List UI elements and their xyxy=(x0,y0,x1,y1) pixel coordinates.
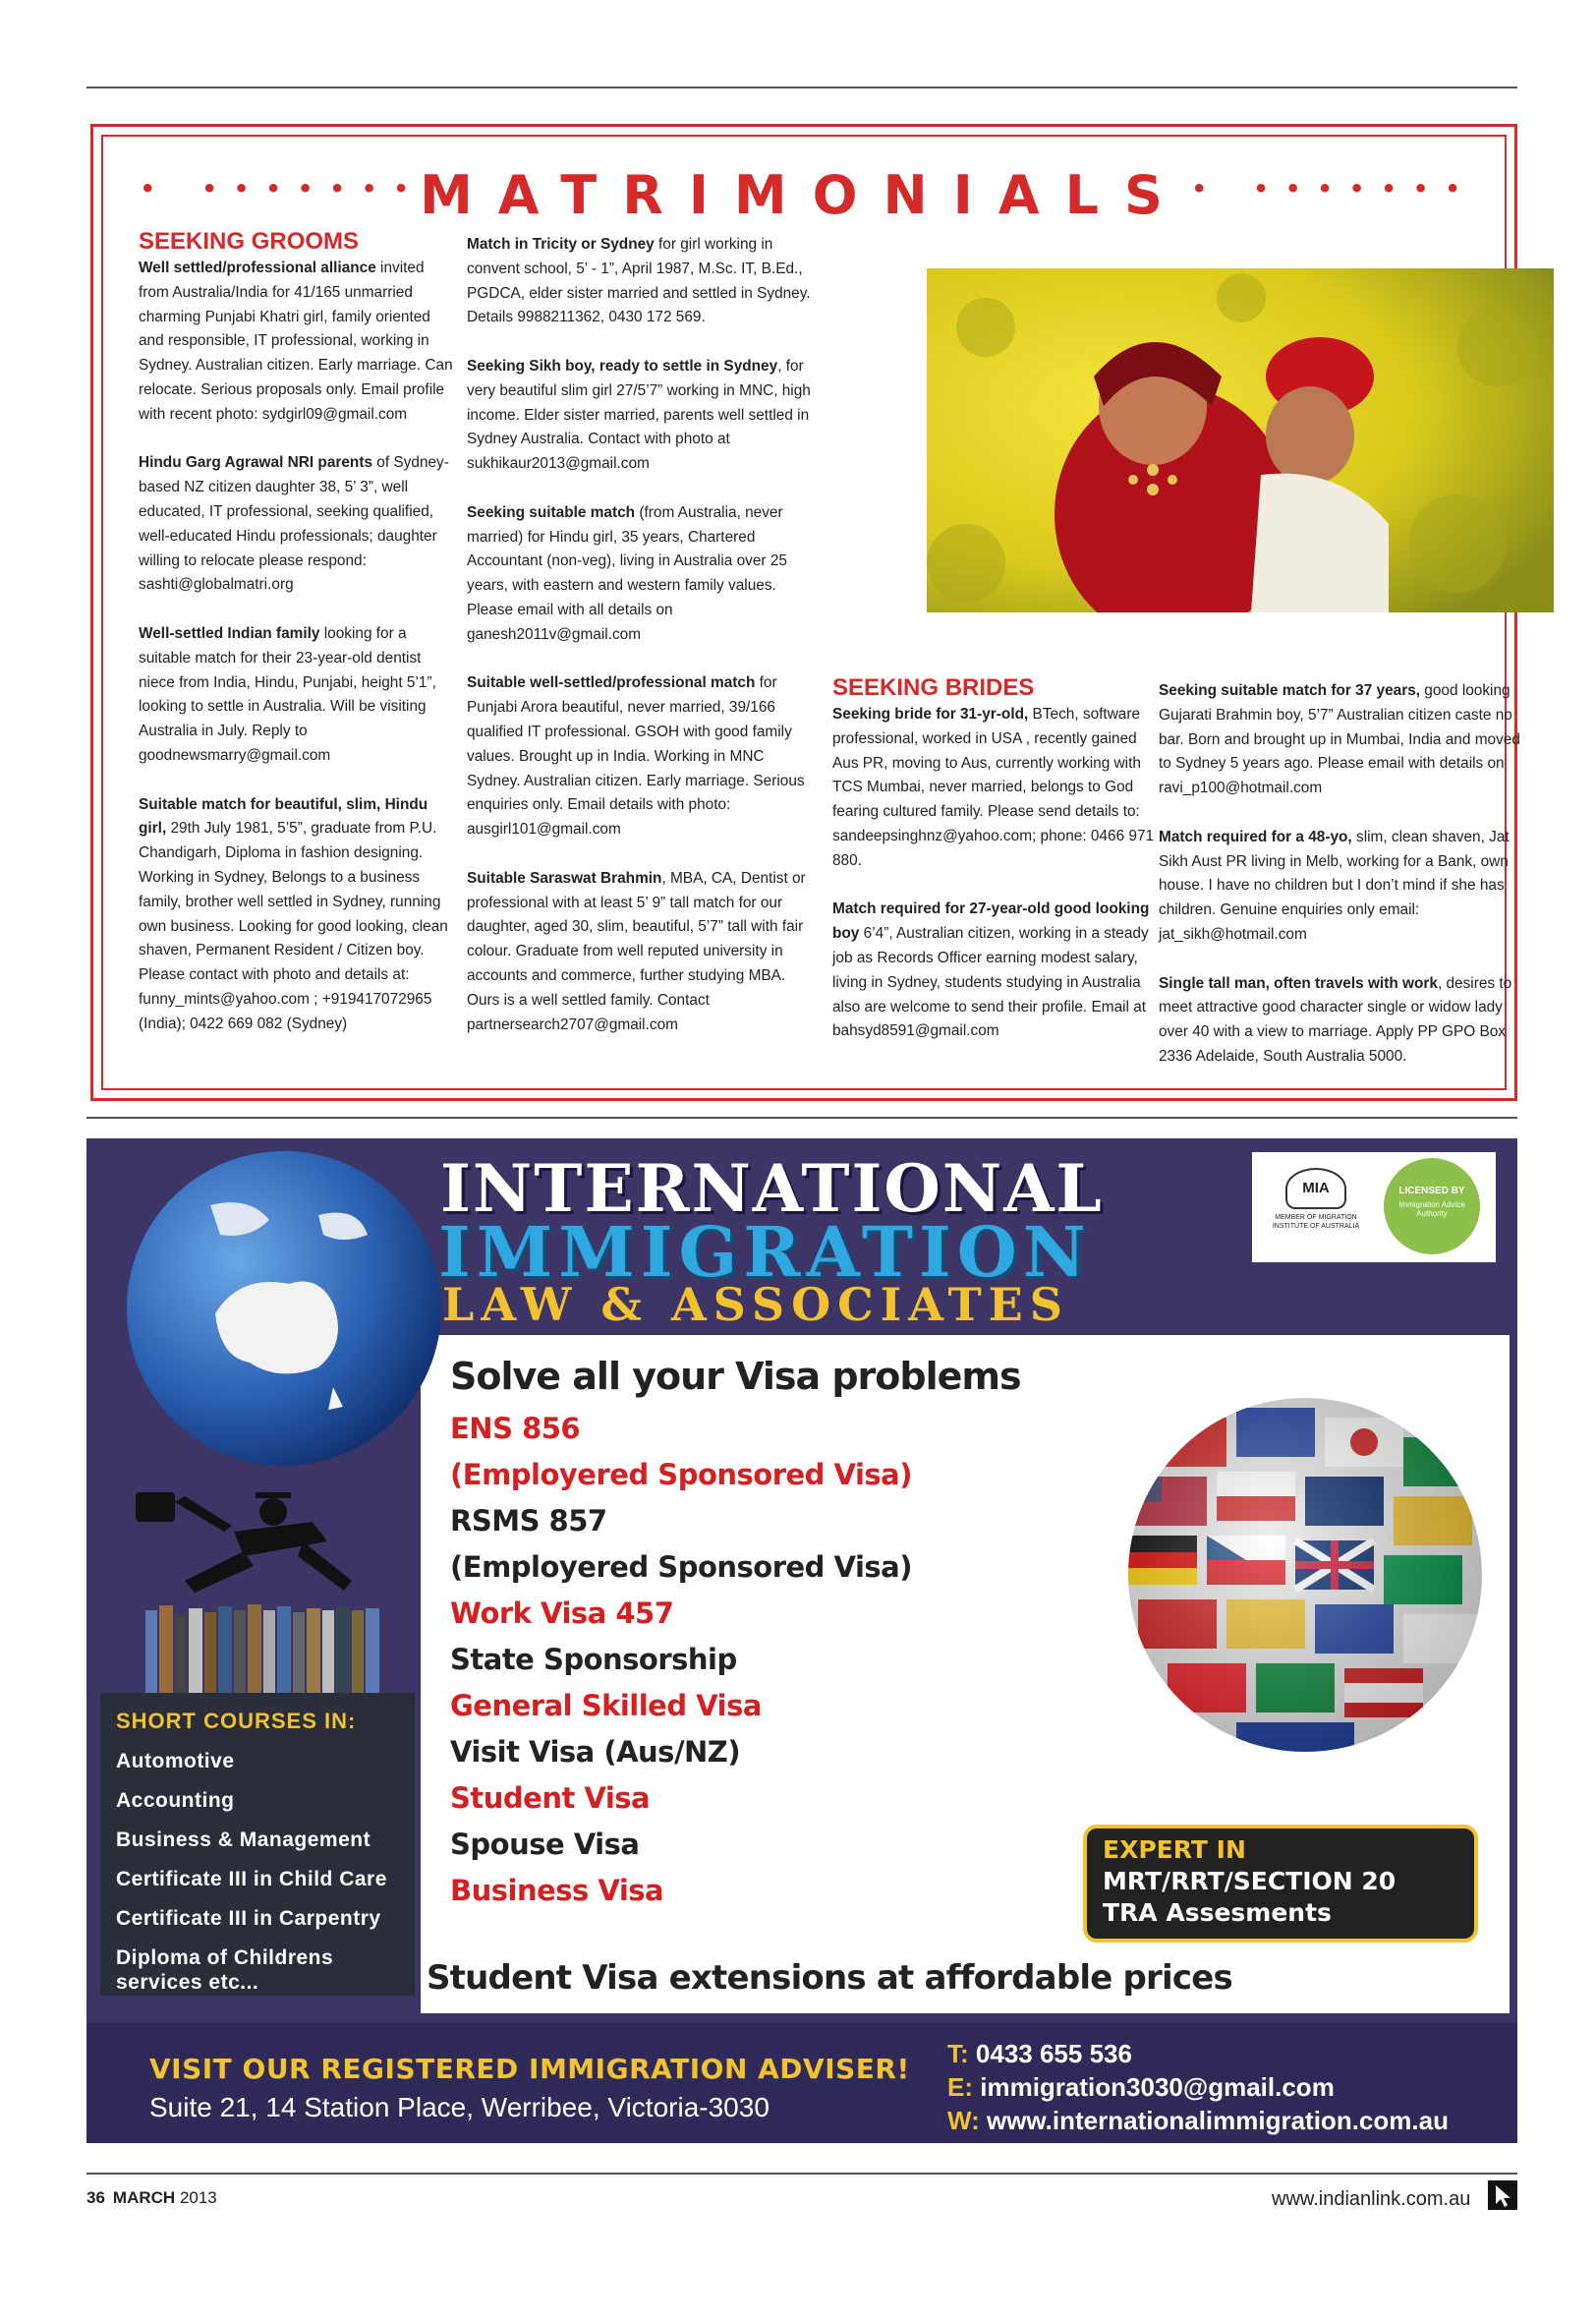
licensed-badge: LICENSED BY Immigration Advice Authority xyxy=(1384,1158,1480,1254)
classified-ad: Suitable Saraswat Brahmin, MBA, CA, Dentist or professional with at least 5’ 9” tall match for our daughter, aged 30, slim, beautiful, 5’7” tall with fair colour. Graduate from well reputed university in accounts and commerce, further studying MBA. Ours is a well settled family. Contact partnersearch2707@gmail.com xyxy=(467,869,806,1033)
ad-tagline: Student Visa extensions at affordable prices xyxy=(427,1958,1232,1998)
wedding-couple-photo xyxy=(927,268,1554,612)
flag-globe-icon xyxy=(1109,1378,1502,1771)
classified-ad: Well-settled Indian family looking for a suitable match for their 23-year-old dentist niece from India, Hindu, Punjabi, height 5’1”, looking to settle in Australia. Will be visiting Australia in July. Reply to goodnewsmarry@gmail.com xyxy=(139,624,436,764)
classified-ad: Single tall man, often travels with work, desires to meet attractive good character single or widow lady over 40 with a view to marriage. Apply PP GPO Box 2336 Adelaide, South Australia 5000. xyxy=(1159,974,1512,1065)
email-link[interactable]: immigration3030@gmail.com xyxy=(980,2072,1335,2102)
course-item: services etc... xyxy=(116,1971,259,1994)
column-4 xyxy=(1159,679,1522,1094)
expert-heading: EXPERT IN xyxy=(1103,1835,1246,1864)
matrimonials-banner xyxy=(103,164,1505,226)
course-list xyxy=(100,1742,415,1996)
classified-ad: Suitable match for beautiful, slim, Hindu girl, 29th July 1981, 5’5”, graduate from P.U. Chandigarh, Diploma in fashion designing. Working in Sydney, Belongs to a business family, brother well settled in Sydney, running own business. Looking for good looking, clean shaven, Permanent Resident / Citizen boy. Please contact with photo and details at: funny_mints@yahoo.com ; +919417072965 (India); 0422 669 082 (Sydney) xyxy=(139,795,448,1032)
matrimonials-inner-border xyxy=(101,135,1520,1090)
cursor-logo-icon xyxy=(1488,2180,1517,2210)
visa-headline: Solve all your Visa problems xyxy=(450,1355,1021,1398)
ad-address: Suite 21, 14 Station Place, Werribee, Victoria-3030 xyxy=(149,2092,770,2122)
globe-australia-icon xyxy=(122,1146,446,1471)
course-item: Certificate III in Child Care xyxy=(116,1868,387,1890)
course-item: Certificate III in Carpentry xyxy=(116,1907,381,1930)
ad-title-international: INTERNATIONAL xyxy=(440,1150,1104,1227)
visa-item: Visit Visa (Aus/NZ) xyxy=(450,1735,741,1769)
course-item: Diploma of Childrens xyxy=(116,1946,334,1969)
visa-item: (Employered Sponsored Visa) xyxy=(450,1550,912,1584)
top-rule xyxy=(86,87,1517,88)
column-1 xyxy=(139,227,453,1061)
column-3 xyxy=(832,673,1157,1069)
visa-item: Student Visa xyxy=(450,1781,651,1815)
footer-year: 2013 xyxy=(179,2188,217,2207)
visa-item: State Sponsorship xyxy=(450,1643,737,1676)
expert-line-2: TRA Assesments xyxy=(1103,1898,1332,1927)
visa-item: RSMS 857 xyxy=(450,1504,607,1538)
visit-adviser-text: VISIT OUR REGISTERED IMMIGRATION ADVISER! xyxy=(149,2053,910,2085)
phone-label: T: xyxy=(947,2039,969,2068)
page-number: 36 xyxy=(86,2188,105,2207)
course-item: Automotive xyxy=(116,1750,235,1772)
visa-items xyxy=(450,1406,1021,1914)
visa-item: (Employered Sponsored Visa) xyxy=(450,1458,912,1491)
immigration-advertisement xyxy=(86,1138,1517,2143)
ad-contact-details xyxy=(947,2037,1449,2137)
column-2 xyxy=(467,233,811,1062)
bottom-rule xyxy=(86,2173,1517,2175)
seeking-brides-heading: SEEKING BRIDES xyxy=(832,674,1035,701)
expert-line-1: MRT/RRT/SECTION 20 xyxy=(1103,1867,1396,1895)
mia-badge: MIA MEMBER OF MIGRATION INSTITUTE OF AUSTRALIA xyxy=(1262,1162,1370,1250)
visa-item: General Skilled Visa xyxy=(450,1689,762,1722)
classified-ad: Match required for 27-year-old good looking boy 6’4”, Australian citizen, working in a steady job as Records Officer earning modest salary, living in Sydney, students studying in Australia also are welcome to send their profile. Email at bahsyd8591@gmail.com xyxy=(832,900,1150,1040)
ad-contact-bar xyxy=(86,2023,1517,2143)
ad-title-immigration: IMMIGRATION xyxy=(438,1211,1092,1293)
website-link[interactable]: www.internationalimmigration.com.au xyxy=(986,2106,1449,2135)
matrimonials-section xyxy=(90,124,1520,1101)
email-label: E: xyxy=(947,2072,973,2102)
banner-dots-left: • ••••••• xyxy=(142,172,428,204)
footer-website[interactable]: www.indianlink.com.au xyxy=(1272,2188,1471,2210)
classified-ad: Seeking Sikh boy, ready to settle in Sydney, for very beautiful slim girl 27/5’7” working in MNC, high income. Elder sister married, parents well settled in Sydney Australia. Contact with photo at sukhikaur2013@gmail.com xyxy=(467,357,811,473)
short-courses-heading: SHORT COURSES IN: xyxy=(116,1709,357,1733)
classified-ad: Match required for a 48-yo, slim, clean shaven, Jat Sikh Aust PR living in Melb, working for a Bank, own house. I have no children but I don’t mind if she has children. Genuine enquiries only email: jat_sikh@hotmail.com xyxy=(1159,828,1510,943)
middle-rule xyxy=(86,1117,1517,1119)
banner-dots-right: • ••••••• xyxy=(1194,172,1480,204)
visa-item: Business Visa xyxy=(450,1874,664,1907)
expert-in-box xyxy=(1083,1825,1478,1943)
visa-list xyxy=(450,1355,1021,1914)
graduate-jumping-illustration xyxy=(116,1463,411,1699)
classified-ad: Hindu Garg Agrawal NRI parents of Sydney-based NZ citizen daughter 38, 5’ 3”, well educated, IT professional, seeking qualified, well-educated Hindu professionals; daughter willing to relocate please respond: sashti@globalmatri.org xyxy=(139,454,449,594)
page-footer-left xyxy=(86,2188,217,2208)
classified-ad: Match in Tricity or Sydney for girl working in convent school, 5’ - 1”, April 1987, M.Sc. IT, B.Ed., PGDCA, elder sister married and settled in Sydney. Details 9988211362, 0430 172 569. xyxy=(467,236,811,326)
classified-ad: Well settled/professional alliance invited from Australia/India for 41/165 unmarried charming Punjabi Khatri girl, family oriented and responsible, IT professional, working in Sydney. Australian citizen. Early marriage. Can relocate. Serious proposals only. Email profile with recent photo: sydgirl09@gmail.com xyxy=(139,260,453,423)
classified-ad: Seeking suitable match for 37 years, good looking Gujarati Brahmin boy, 5’7” Australian citizen caste no bar. Born and brought up in Mumbai, India and moved to Sydney 5 years ago. Please email with details on ravi_p100@hotmail.com xyxy=(1159,682,1520,797)
visa-item: Spouse Visa xyxy=(450,1828,640,1861)
course-item: Business & Management xyxy=(116,1829,371,1851)
short-courses-box xyxy=(100,1693,415,1996)
accreditation-badges xyxy=(1252,1152,1496,1262)
matrimonials-title: MATRIMONIALS xyxy=(420,164,1188,226)
course-item: Accounting xyxy=(116,1789,235,1812)
classified-ad: Suitable well-settled/professional match for Punjabi Arora beautiful, never married, 39/166 qualified IT professional. GSOH with good family values. Brought up in India. Working in MNC Sydney. Australian citizen. Early marriage. Serious enquiries only. Email details with photo: ausgirl101@gmail.com xyxy=(467,674,805,839)
visa-item: ENS 856 xyxy=(450,1412,581,1445)
footer-month: MARCH xyxy=(112,2188,176,2207)
seeking-grooms-heading: SEEKING GROOMS xyxy=(139,228,360,255)
classified-ad: Seeking suitable match (from Australia, never married) for Hindu girl, 35 years, Chartered Accountant (non-veg), living in Australia over 25 years, with eastern and western family values. Please email with all details on ganesh2011v@gmail.com xyxy=(467,503,787,643)
ad-title-law-associates: LAW & ASSOCIATES xyxy=(442,1278,1069,1331)
phone-number: 0433 655 536 xyxy=(975,2039,1132,2068)
classified-ad: Seeking bride for 31-yr-old, BTech, software professional, worked in USA , recently gained Aus PR, moving to Aus, currently working with TCS Mumbai, never married, belongs to God fearing cultured family. Please send details to: sandeepsinghnz@yahoo.com; phone: 0466 971 880. xyxy=(832,706,1155,869)
web-label: W: xyxy=(947,2106,980,2135)
visa-item: Work Visa 457 xyxy=(450,1596,674,1630)
